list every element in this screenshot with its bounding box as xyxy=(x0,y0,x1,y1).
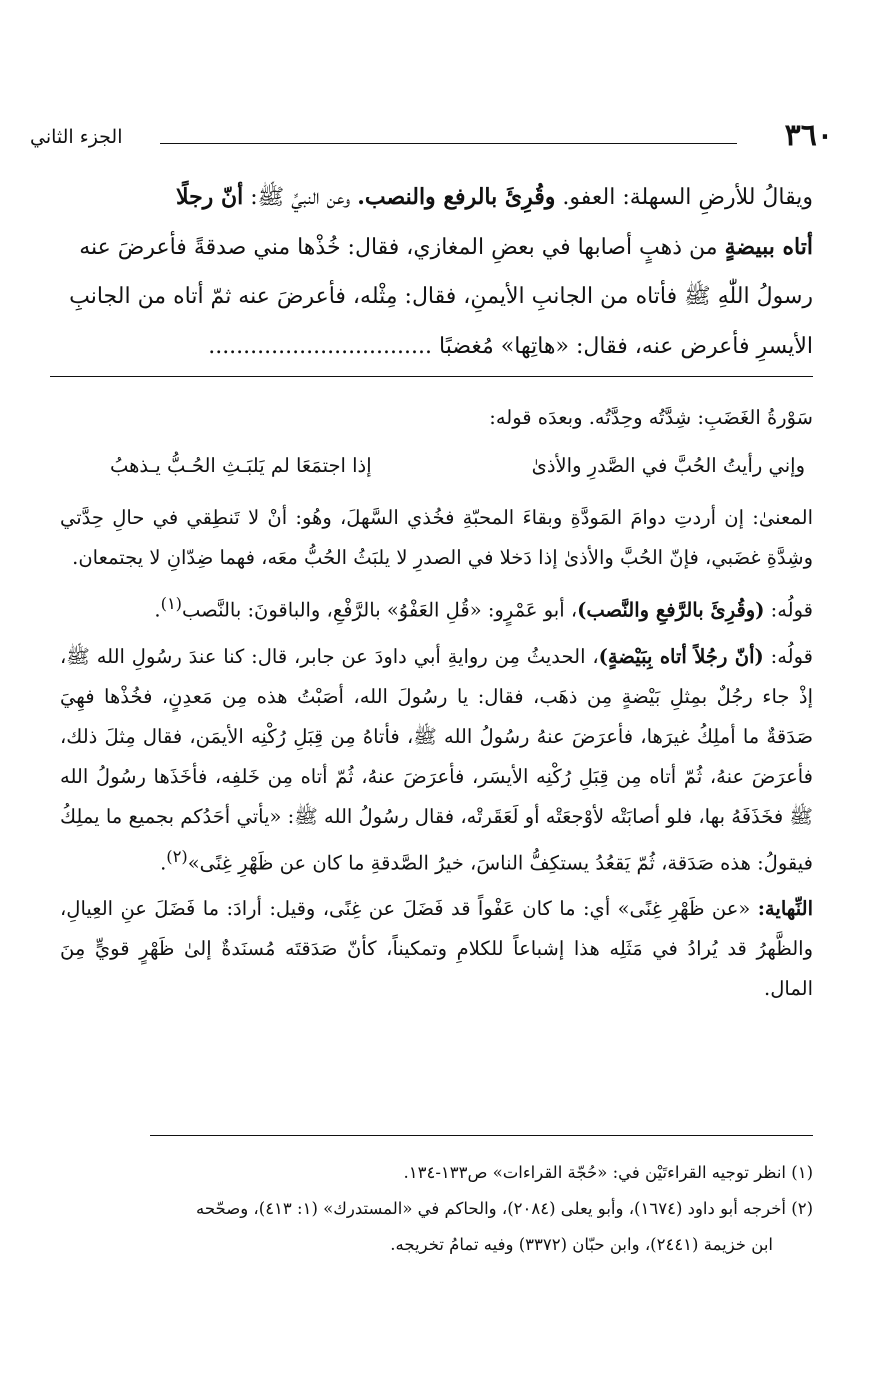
bold-segment: أنّ رجلًا xyxy=(175,184,244,210)
bold-segment: وقُرِئَ بالرفع والنصب. xyxy=(357,184,556,210)
footnote-2-continuation: ابن خزيمة (٢٤٤١)، وابن حبّان (٣٣٧٢) وفيه تمامُ تخريجه. xyxy=(390,1235,773,1254)
footnote-ref[interactable]: (٢) xyxy=(166,846,188,866)
text-segment: قولُه: xyxy=(770,598,813,622)
bold-segment: أتاه ببيضةٍ xyxy=(724,234,813,260)
verse-first-hemistich: وإني رأيتُ الحُبَّ في الصَّدرِ والأذىٰ xyxy=(531,454,805,477)
text-segment: ويقالُ للأرضِ السهلة: العفو. xyxy=(562,185,813,210)
text-segment: قولُه: xyxy=(770,644,813,668)
text-segment: ، أبو عَمْرٍو: «قُلِ العَفْوُ» بالرَّفْعِ، والباقونَ: بالنَّصب xyxy=(182,598,578,622)
commentary-paragraph: قولُه: (وقُرِئَ بالرَّفعِ والنَّصب)، أبو عَمْرٍو: «قُلِ العَفْوُ» بالرَّفْعِ، والباقونَ: بالنَّصب$^{(١)}$. xyxy=(154,594,813,622)
running-title: الجزء الثاني xyxy=(30,126,123,148)
verse-second-hemistich: إذا اجتمَعَا لم يَلبَـثِ الحُـبُّ يـذهبُ xyxy=(110,454,372,477)
main-text-line: رسولُ اللّٰهِ ﷺ فأتاه من الجانبِ الأيمنِ، فقال: مِثْله، فأعرضَ عنه ثمّ أتاه من الجانبِ xyxy=(69,284,813,309)
text-segment: من ذهبٍ أصابها في بعضِ المغازي، فقال: خُذْها مني صدقةً فأعرضَ عنه xyxy=(79,235,718,260)
text-segment: وعن النبيِّ ﷺ: xyxy=(250,185,351,210)
poetry-verse xyxy=(60,446,813,486)
footnotes xyxy=(60,1155,813,1263)
footnote-divider xyxy=(150,1135,813,1136)
bold-segment: النِّهاية: xyxy=(757,897,813,920)
page-number: ٣٦٠ xyxy=(784,118,833,153)
footnote-1: (١) انظر توجيه القراءتَيْن في: «حُجّة القراءات» ص١٣٣-١٣٤. xyxy=(403,1163,813,1182)
commentary-paragraph xyxy=(60,889,813,1009)
section-divider xyxy=(50,376,813,377)
page-header xyxy=(30,118,845,158)
continuation-dots: ................................ xyxy=(208,334,432,359)
main-text-line xyxy=(60,222,813,272)
text-segment: ، الحديثُ مِن روايةِ أبي داودَ عن جابر، قال: كنا عندَ رسُولِ الله ﷺ، إذْ جاء رجُلٌ بمِثلِ بَيْضةٍ مِن ذهَب، فقال: يا رسُولَ الله، أصَبْتُ هذه مِن مَعدِنٍ، فخُذْها فهِيَ صَدَقةٌ ما أملِكُ غيرَها، فأعرَضَ عنهُ رسُولُ الله ﷺ، فأتاهُ مِن قِبَلِ رُكْنِه الأيمَن، فقال مِثلَ ذلك، فأعرَضَ عنهُ، ثُمّ أتاه مِن قِبَلِ رُكْنِه الأيسَر، فأعرَضَ عنهُ، ثُمّ أتاه مِن خَلفِه، فأخَذَها رسُولُ الله ﷺ فخَذَفَهُ بها، فلو أصابَتْه لأوْجعَتْه أو لَعَقَرتْه، فقال رسُولُ الله ﷺ: «يأتي أحَدُكم بجميع ما يملِكُ فيقولُ: هذه صَدَقة، ثُمّ يَقعُدُ يستكِفُّ الناسَ، خيرُ الصَّدقةِ ما كان عن ظَهْرِ غِنًى» xyxy=(60,644,813,874)
text-segment: «عن ظَهْرِ غِنًى» أي: ما كان عَفْواً قد فَضَلَ عن غِنًى، وقيل: أرادَ: ما فَضَلَ عنِ العِيالِ، والظَّهرُ قد يُرادُ في مَثَلِه هذا إشباعاً للكلامِ وتمكيناً، كأنّ صَدَقتَه مُسنَدةٌ إلىٰ ظَهْرٍ قويٍّ مِنَ المال. xyxy=(60,897,813,1000)
commentary-paragraph: المعنىٰ: إن أردتِ دوامَ المَودَّةِ وبقاءَ المحبّةِ فخُذي السَّهلَ، وهُو: أنْ لا تَنطِقي في حالِ حِدَّتي وشِدَّةِ غضَبي، فإنّ الحُبَّ والأذىٰ إذا دَخلا في الصدرِ لا يلبَثُ الحُبُّ معَه، فهما ضِدّانِ لا يجتمعان. xyxy=(60,506,813,569)
footnote-ref[interactable]: (١) xyxy=(160,594,183,613)
main-text-line xyxy=(60,172,813,222)
header-rule xyxy=(160,143,737,144)
bold-segment: (وقُرِئَ بالرَّفعِ والنَّصب) xyxy=(577,598,765,622)
text-segment: الأيسرِ فأعرض عنه، فقال: «هاتِها» مُغضبًا xyxy=(438,334,813,359)
commentary xyxy=(60,398,813,1015)
footnote-2: (٢) أخرجه أبو داود (١٦٧٤)، وأبو يعلى (٢٠٨٤)، والحاكم في «المستدرك» (١: ٤١٣)، وصحّحه xyxy=(196,1199,813,1218)
main-text-line xyxy=(60,322,813,372)
commentary-paragraph: قولُه: (أنّ رجُلاً أتاه بِبَيْضةٍ)، الحديثُ مِن روايةِ أبي داودَ عن جابر، قال: كنا عندَ رسُولِ الله ﷺ، إذْ جاء رجُلٌ بمِثلِ بَيْضةٍ مِن ذهَب، فقال: يا رسُولَ الله، أصَبْتُ هذه مِن مَعدِنٍ، فخُذْها فهِيَ صَدَقةٌ ما أملِكُ غيرَها، فأعرَضَ عنهُ رسُولُ الله ﷺ، فأتاهُ مِن قِبَلِ رُكْنِه الأيمَن، فقال مِثلَ ذلك، فأعرَضَ عنهُ، ثُمّ أتاه مِن قِبَلِ رُكْنِه الأيسَر، فأعرَضَ عنهُ، ثُمّ أتاه مِن خَلفِه، فأخَذَها رسُولُ الله ﷺ فخَذَفَهُ بها، فلو أصابَتْه لأوْجعَتْه أو لَعَقَرتْه، فقال رسُولُ الله ﷺ: «يأتي أحَدُكم بجميع ما يملِكُ فيقولُ: هذه صَدَقة، ثُمّ يَقعُدُ يستكِفُّ الناسَ، خيرُ الصَّدقةِ ما كان عن ظَهْرِ غِنًى»$^{(٢)}$. xyxy=(60,644,813,874)
commentary-paragraph: سَوْرةُ الغَضَبِ: شِدَّتُه وحِدَّتُه. وبعدَه قوله: xyxy=(489,406,813,429)
bold-segment: (أنّ رجُلاً أتاه بِبَيْضةٍ) xyxy=(598,644,764,668)
main-text xyxy=(60,172,813,372)
